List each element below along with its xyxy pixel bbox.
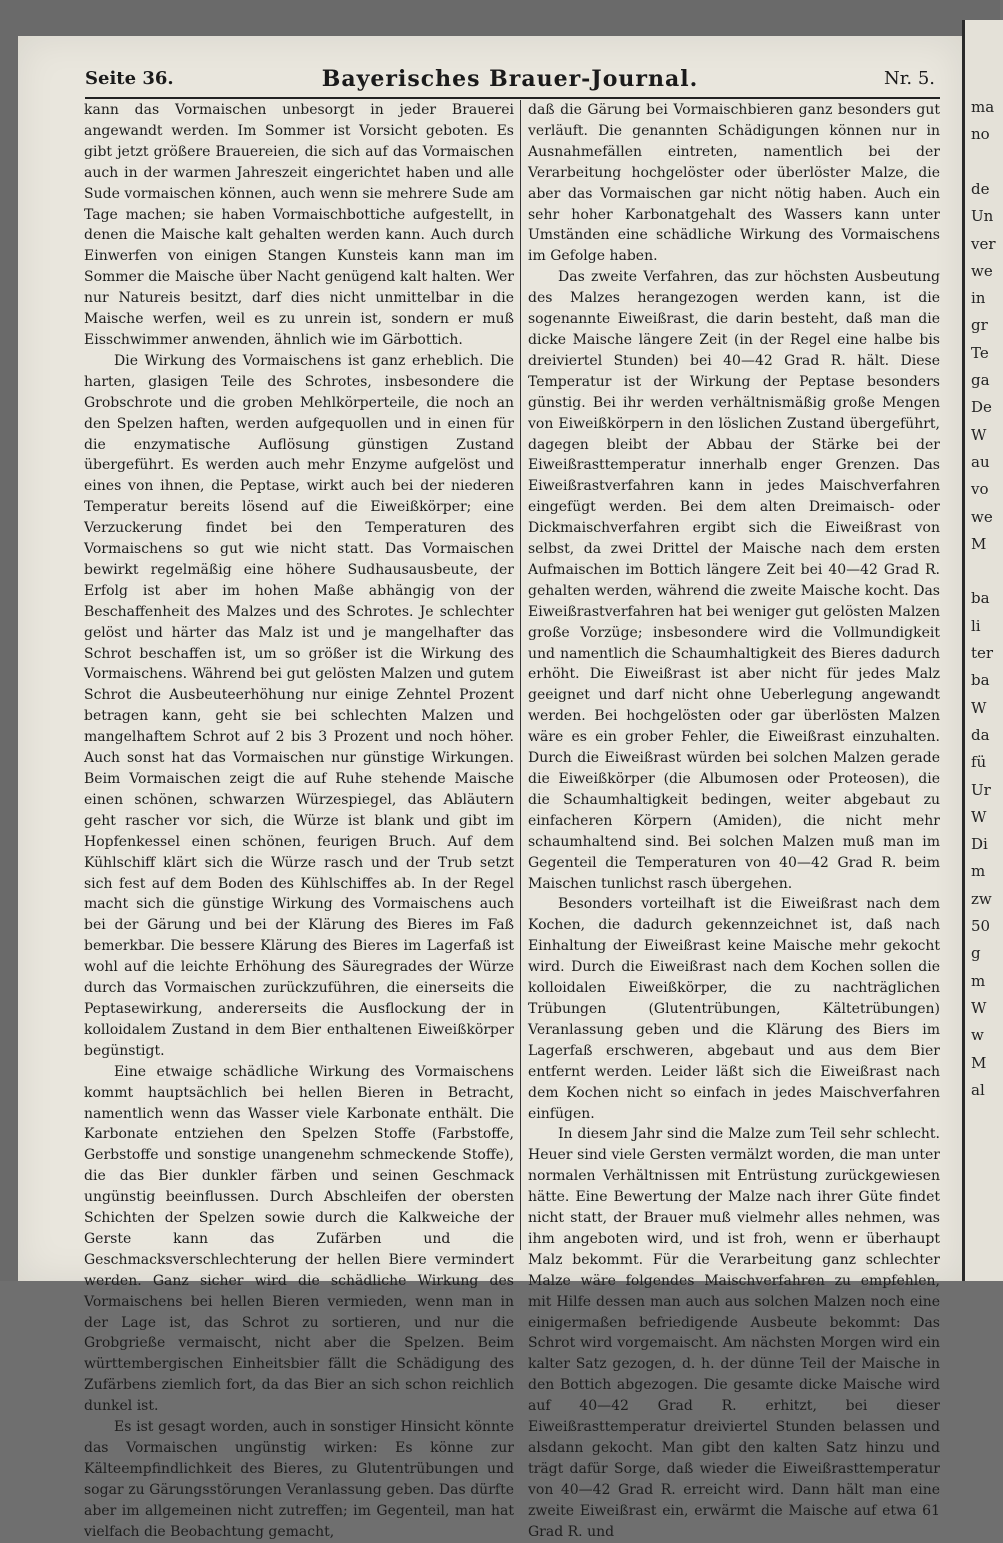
edge-text-fragment: we [971,261,993,280]
edge-text-fragment: w [971,1026,984,1045]
edge-text-fragment: Te [971,343,989,362]
edge-text-fragment: no [971,125,990,144]
adjacent-page-edge [962,20,1003,1281]
edge-text-fragment: m [971,971,986,990]
edge-text-fragment: W [971,807,987,826]
header-rule [85,97,940,99]
edge-text-fragment: De [971,398,992,417]
edge-text-fragment: ter [971,644,994,662]
edge-text-fragment: de [971,179,990,198]
paragraph: Eine etwaige schädliche Wirkung des Vormaischens kommt hauptsächlich bei hellen Bieren in Betracht, namentlich wenn das Wasser viele Karbonate enthält. Die Karbonate entziehen den Spelzen Stoffe (Farbstoffe, Gerbstoffe und sonstige unangenehm schmeckende Stoffe), die das Bier dunkler färben und seinen Geschmack ungünstig beeinflussen. Durch Abschleifen der obersten Schichten der Spelzen sowie durch die Kalkweiche der Gerste kann das Zufärben und die Geschmacksverschlechterung der hellen Biere vermindert werden. Ganz sicher wird die schädliche Wirkung des Vormaischens bei hellen Bieren vermieden, wenn man in der Lage ist, das Schrot zu sortieren, und nur die Grobgrieße vermaischt, nicht aber die Spelzen. Beim württembergischen Einheitsbier fällt die Schädigung des Zufärbens ziemlich fort, da das Bier an sich schon reichlich dunkel ist. [84,1063,514,1415]
running-head [85,62,935,96]
edge-text-fragment: M [971,534,987,553]
paragraph: daß die Gärung bei Vormaischbieren ganz besonders gut verläuft. Die genannten Schädigungen können nur in Ausnahmefällen eintreten, namentlich bei der Verarbeitung hochgelöster oder überlöster Malze, die aber das Vormaischen gar nicht nötig haben. Auch ein sehr hoher Karbonatgehalt des Wassers kann unter Umständen eine schädliche Wirkung des Vormaischens im Gefolge haben. [528,102,940,265]
edge-text-fragment: Ur [971,780,991,799]
edge-text-fragment: Di [971,835,988,854]
edge-text-fragment: m [971,862,986,881]
paragraph: Die Wirkung des Vormaischens ist ganz erheblich. Die harten, glasigen Teile des Schrotes, insbesondere die Grobschrote und die groben Mehlkörperteile, die noch an den Spelzen haften, werden aufgequollen und in einen für die enzymatische Auflösung günstigen Zustand übergeführt. Es werden auch mehr Enzyme aufgelöst und eines von ihnen, die Peptase, wirkt auch bei der niederen Temperatur bereits lösend auf die Eiweißkörper; eine Verzuckerung findet bei den Temperaturen des Vormaischens so gut wie nicht statt. Das Vormaischen bewirkt regelmäßig eine höhere Sudhausausbeute, der Erfolg ist aber im hohen Maße abhängig von der Beschaffenheit des Malzes und des Schrotes. Je schlechter gelöst und härter das Malz ist und je mangelhafter das Schrot beschaffen ist, um so größer ist die Wirkung des Vormaischens. Während bei gut gelösten Malzen und gutem Schrot die Ausbeuteerhöhung nur einige Zehntel Prozent betragen kann, geht sie bei schlechten Malzen und mangelhaftem Schrot auf 2 bis 3 Prozent und noch höher. Auch sonst hat das Vormaischen nur günstige Wirkungen. Beim Vormaischen zeigt die auf Ruhe stehende Maische einen schönen, schwarzen Würzespiegel, das Abläutern geht rascher vor sich, die Würze ist blank und gibt im Hopfenkessel einen schönen, feurigen Bruch. Auf dem Kühlschiff klärt sich die Würze rasch und der Trub setzt sich fest auf dem Boden des Kühlschiffes ab. In der Regel macht sich die günstige Wirkung des Vormaischens auch bei der Gärung und bei der Klärung des Bieres im Faß bemerkbar. Die bessere Klärung des Bieres im Lagerfaß ist wohl auf die leichte Erhöhung des Säuregrades der Würze durch das Vormaischen zurückzuführen, die einerseits die Peptasewirkung, andererseits die Ausflockung der in kolloidalem Zustand in dem Bier enthaltenen Eiweißkörper begünstigt. [84,352,514,1059]
edge-text-fragment: Un [971,207,994,226]
paragraph: Das zweite Verfahren, das zur höchsten Ausbeutung des Malzes herangezogen werden kann, ist die sogenannte Eiweißrast, die darin besteht, daß man die dicke Maische längere Zeit (in der Regel eine halbe bis dreiviertel Stunden) bei 40—42 Grad R. hält. Diese Temperatur ist der Wirkung der Peptase besonders günstig. Bei ihr werden verhältnismäßig große Mengen von Eiweißkörpern in den löslichen Zustand übergeführt, dagegen bleibt der Abbau der Stärke bei der Eiweißrasttemperatur innerhalb enger Grenzen. Das Eiweißrastverfahren kann in jedes Maischverfahren eingefügt werden. Bei dem alten Dreimaisch- oder Dickmaischverfahren ergibt sich die Eiweißrast von selbst, da zwei Drittel der Maische nach dem ersten Aufmaischen im Bottich längere Zeit bei 40—42 Grad R. gehalten werden, während die zweite Maische kocht. Das Eiweißrastverfahren hat bei weniger gut gelösten Malzen große Vorzüge; insbesondere wird die Vollmundigkeit und namentlich die Schaumhaltigkeit des Bieres dadurch erhöht. Die Eiweißrast ist aber nicht für jedes Malz geeignet und darf nicht ohne Ueberlegung angewandt werden. Bei hochgelösten oder gar überlösten Malzen wäre es ein grober Fehler, die Eiweißrast einzuhalten. Durch die Eiweißrast würden bei solchen Malzen gerade die Eiweißkörper (die Albumosen oder Proteosen), die die Schaumhaltigkeit bedingen, weiter abgebaut zu einfacheren Körpern (Amiden), die nicht mehr schaumhaltend sind. Bei solchen Malzen muß man im Gegenteil die Temperaturen von 40—42 Grad R. beim Maischen tunlichst rasch übergehen. [528,269,940,892]
edge-text-fragment: W [971,425,987,444]
column-divider [520,100,521,1250]
edge-text-fragment: ver [971,234,996,253]
edge-text-fragment: vo [971,480,989,499]
edge-text-fragment: ga [971,371,990,389]
paragraph: Besonders vorteilhaft ist die Eiweißrast nach dem Kochen, die dadurch gekennzeichnet ist, daß nach Einhaltung der Eiweißrast keine Maische mehr gekocht wird. Durch die Eiweißrast nach dem Kochen sollen die kolloidalen Eiweißkörper, die zu nachträglichen Trübungen (Glutentrübungen, Kältetrübungen) Veranlassung geben und die Klärung des Biers im Lagerfaß erschweren, abgebaut und aus dem Bier entfernt werden. Leider läßt sich die Eiweißrast nach dem Kochen nicht so einfach in jedes Maischverfahren einfügen. [528,896,940,1122]
page-number: Seite 36. [85,68,174,89]
edge-text-fragment: in [971,289,986,308]
edge-text-fragment: ba [971,589,990,608]
paragraph: In diesem Jahr sind die Malze zum Teil sehr schlecht. Heuer sind viele Gersten vermälzt worden, die man unter normalen Verhältnissen mit Entrüstung zurückgewiesen hätte. Eine Bewertung der Malze nach ihrer Güte findet nicht statt, der Brauer muß vielmehr alles nehmen, was ihm angeboten wird, und ist froh, wenn er überhaupt Malz bekommt. Für die Verarbeitung ganz schlechter Malze wäre folgendes Maischverfahren zu empfehlen, mit Hilfe dessen man auch aus solchen Malzen noch eine einigermaßen befriedigende Ausbeute bekommt: Das Schrot wird vorgemaischt. Am nächsten Morgen wird ein kalter Satz gezogen, d. h. der dünne Teil der Maische in den Bottich abgezogen. Die gesamte dicke Maische wird auf 40—42 Grad R. erhitzt, bei dieser Eiweißrasttemperatur dreiviertel Stunden belassen und alsdann gekocht. Man gibt den kalten Satz hinzu und trägt dafür Sorge, daß wieder die Eiweißrasttemperatur von 40—42 Grad R. erreicht wird. Dann hält man eine zweite Eiweißrast ein, erwärmt die Maische auf etwa 61 Grad R. und [528,1126,940,1540]
right-column [528,100,940,1540]
edge-text-fragment: gr [971,316,988,335]
edge-text-fragment: we [971,507,993,526]
edge-text-fragment: zw [971,889,992,908]
edge-text-fragment: g [971,944,981,963]
edge-text-fragment: W [971,998,987,1017]
journal-title: Bayerisches Brauer-Journal. [321,66,699,92]
edge-text-fragment: ba [971,671,990,690]
edge-text-fragment: W [971,698,987,717]
edge-text-fragment: au [971,452,990,471]
edge-text-fragment: M [971,1053,987,1072]
issue-number: Nr. 5. [884,68,935,89]
edge-text-fragment: al [971,1080,985,1099]
edge-text-fragment: ma [971,98,995,116]
edge-text-fragment: 50 [971,917,991,935]
left-column [84,100,514,1540]
paragraph: Es ist gesagt worden, auch in sonstiger Hinsicht könnte das Vormaischen ungünstig wirken: Es könne zur Kälteempfindlichkeit des Bieres, zu Glutentrübungen und sogar zu Gärungsstörungen Veranlassung geben. Das dürfte aber im allgemeinen nicht zutreffen; im Gegenteil, man hat vielfach die Beobachtung gemacht, [84,1419,514,1540]
edge-text-fragment: fü [971,753,987,772]
edge-text-fragment: li [971,616,981,635]
edge-text-fragment: da [971,725,990,744]
paragraph: kann das Vormaischen unbesorgt in jeder Brauerei angewandt werden. Im Sommer ist Vorsicht geboten. Es gibt jetzt größere Brauereien, die sich auf das Vormaischen auch in der warmen Jahreszeit eingerichtet haben und alle Sude vormaischen können, auch wenn sie mehrere Sude am Tage machen; sie haben Vormaischbottiche aufgestellt, in denen die Maische kalt gehalten werden kann. Auch durch Einwerfen von einigen Stangen Kunsteis kann man im Sommer die Maische über Nacht genügend kalt halten. Wer nur Natureis besitzt, darf dies nicht unmittelbar in die Maische werfen, weil es zu unrein ist, sondern er muß Eisschwimmer anwenden, ähnlich wie im Gärbottich. [84,102,514,348]
